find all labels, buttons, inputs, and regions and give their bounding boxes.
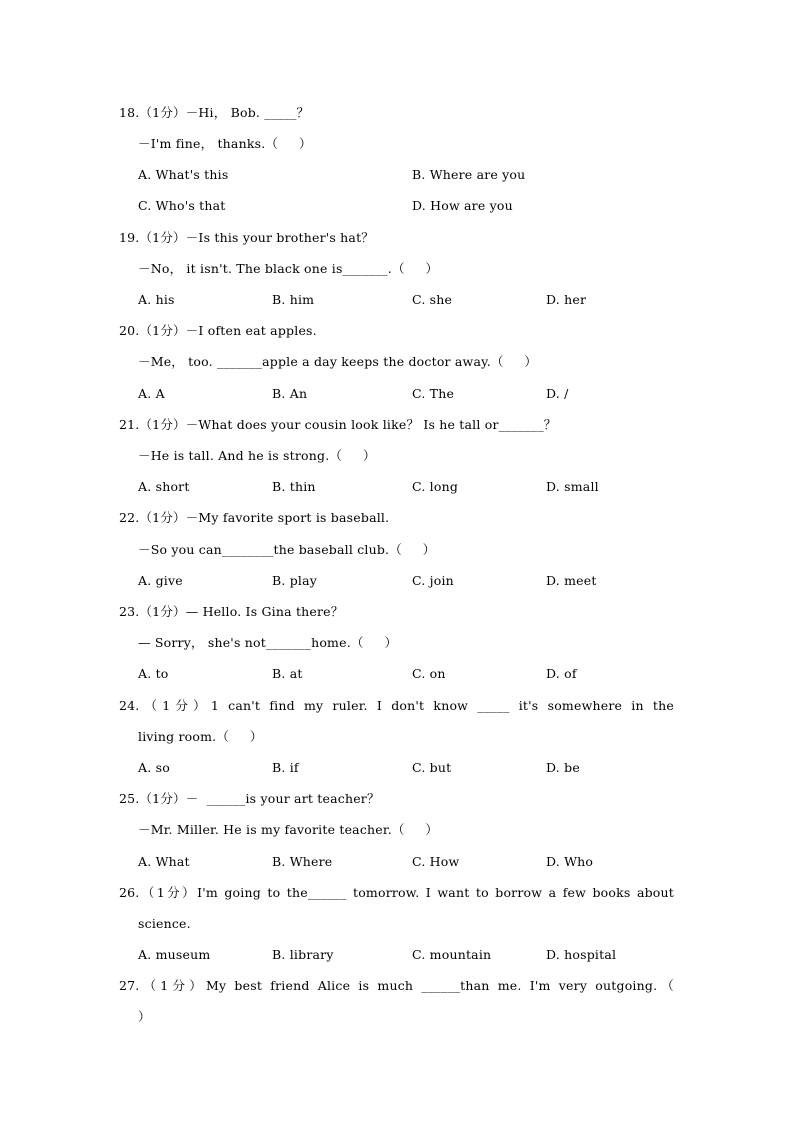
question-26-stem: 26.（1分）I'm going to the______ tomorrow. I want to borrow a few books about	[119, 885, 674, 900]
question-23-option-d[interactable]: D. of	[546, 666, 577, 681]
question-24-option-c[interactable]: C. but	[412, 760, 452, 775]
question-18-reply: －I'm fine， thanks.（ ）	[138, 136, 312, 151]
question-23-option-a[interactable]: A. to	[138, 666, 169, 681]
question-26-option-d[interactable]: D. hospital	[546, 947, 617, 962]
question-27-reply: ）	[138, 1009, 151, 1024]
question-21-stem: 21.（1分）－What does your cousin look like？ Is he tall or_______？	[119, 417, 557, 432]
question-24-stem: 24.（1分）1 can't find my ruler. I don't know _____ it's somewhere in the	[119, 698, 674, 713]
question-24-option-d[interactable]: D. be	[546, 760, 580, 775]
question-25-stem: 25.（1分）－ ______is your art teacher？	[119, 791, 380, 806]
question-22-stem: 22.（1分）－My favorite sport is baseball.	[119, 510, 390, 525]
question-26-option-a[interactable]: A. museum	[138, 947, 211, 962]
question-23-option-c[interactable]: C. on	[412, 666, 446, 681]
question-21-option-c[interactable]: C. long	[412, 479, 459, 494]
question-22-option-d[interactable]: D. meet	[546, 573, 597, 588]
question-19-option-b[interactable]: B. him	[272, 292, 315, 307]
question-22-option-b[interactable]: B. play	[272, 573, 318, 588]
question-24-option-a[interactable]: A. so	[138, 760, 170, 775]
question-20-option-c[interactable]: C. The	[412, 386, 455, 401]
question-26-option-c[interactable]: C. mountain	[412, 947, 492, 962]
question-19-option-d[interactable]: D. her	[546, 292, 587, 307]
question-26-reply: science.	[138, 916, 191, 931]
question-21-option-b[interactable]: B. thin	[272, 479, 316, 494]
question-22-option-c[interactable]: C. join	[412, 573, 454, 588]
question-19-stem: 19.（1分）－Is this your brother's hat？	[119, 230, 375, 245]
question-23-stem: 23.（1分）— Hello. Is Gina there？	[119, 604, 344, 619]
question-22-option-a[interactable]: A. give	[138, 573, 183, 588]
question-18-stem: 18.（1分）－Hi， Bob. _____？	[119, 105, 310, 120]
question-20-reply: －Me， too. _______apple a day keeps the doctor away.（ ）	[138, 354, 538, 369]
question-19-reply: －No， it isn't. The black one is_______.（ ）	[138, 261, 439, 276]
question-24-reply: living room.（ ）	[138, 729, 263, 744]
question-18-option-c[interactable]: C. Who's that	[138, 198, 226, 213]
question-18-option-d[interactable]: D. How are you	[412, 198, 513, 213]
question-25-reply: －Mr. Miller. He is my favorite teacher.（ ）	[138, 822, 439, 837]
question-21-option-d[interactable]: D. small	[546, 479, 599, 494]
question-25-option-d[interactable]: D. Who	[546, 854, 594, 869]
question-21-option-a[interactable]: A. short	[138, 479, 190, 494]
question-27-stem: 27.（1分）My best friend Alice is much ______than me. I'm very outgoing.（	[119, 978, 674, 993]
question-24-option-b[interactable]: B. if	[272, 760, 299, 775]
question-19-option-a[interactable]: A. his	[138, 292, 175, 307]
question-23-reply: — Sorry， she's not_______home.（ ）	[138, 635, 398, 650]
question-19-option-c[interactable]: C. she	[412, 292, 453, 307]
question-26-option-b[interactable]: B. library	[272, 947, 334, 962]
question-18-option-a[interactable]: A. What's this	[138, 167, 229, 182]
question-20-option-a[interactable]: A. A	[138, 386, 165, 401]
question-18-option-b[interactable]: B. Where are you	[412, 167, 526, 182]
question-20-option-d[interactable]: D. /	[546, 386, 569, 401]
question-20-option-b[interactable]: B. An	[272, 386, 308, 401]
question-22-reply: －So you can________the baseball club.（ ）	[138, 542, 436, 557]
question-25-option-c[interactable]: C. How	[412, 854, 460, 869]
question-25-option-b[interactable]: B. Where	[272, 854, 333, 869]
question-25-option-a[interactable]: A. What	[138, 854, 190, 869]
question-20-stem: 20.（1分）－I often eat apples.	[119, 323, 317, 338]
question-21-reply: －He is tall. And he is strong.（ ）	[138, 448, 376, 463]
question-23-option-b[interactable]: B. at	[272, 666, 303, 681]
